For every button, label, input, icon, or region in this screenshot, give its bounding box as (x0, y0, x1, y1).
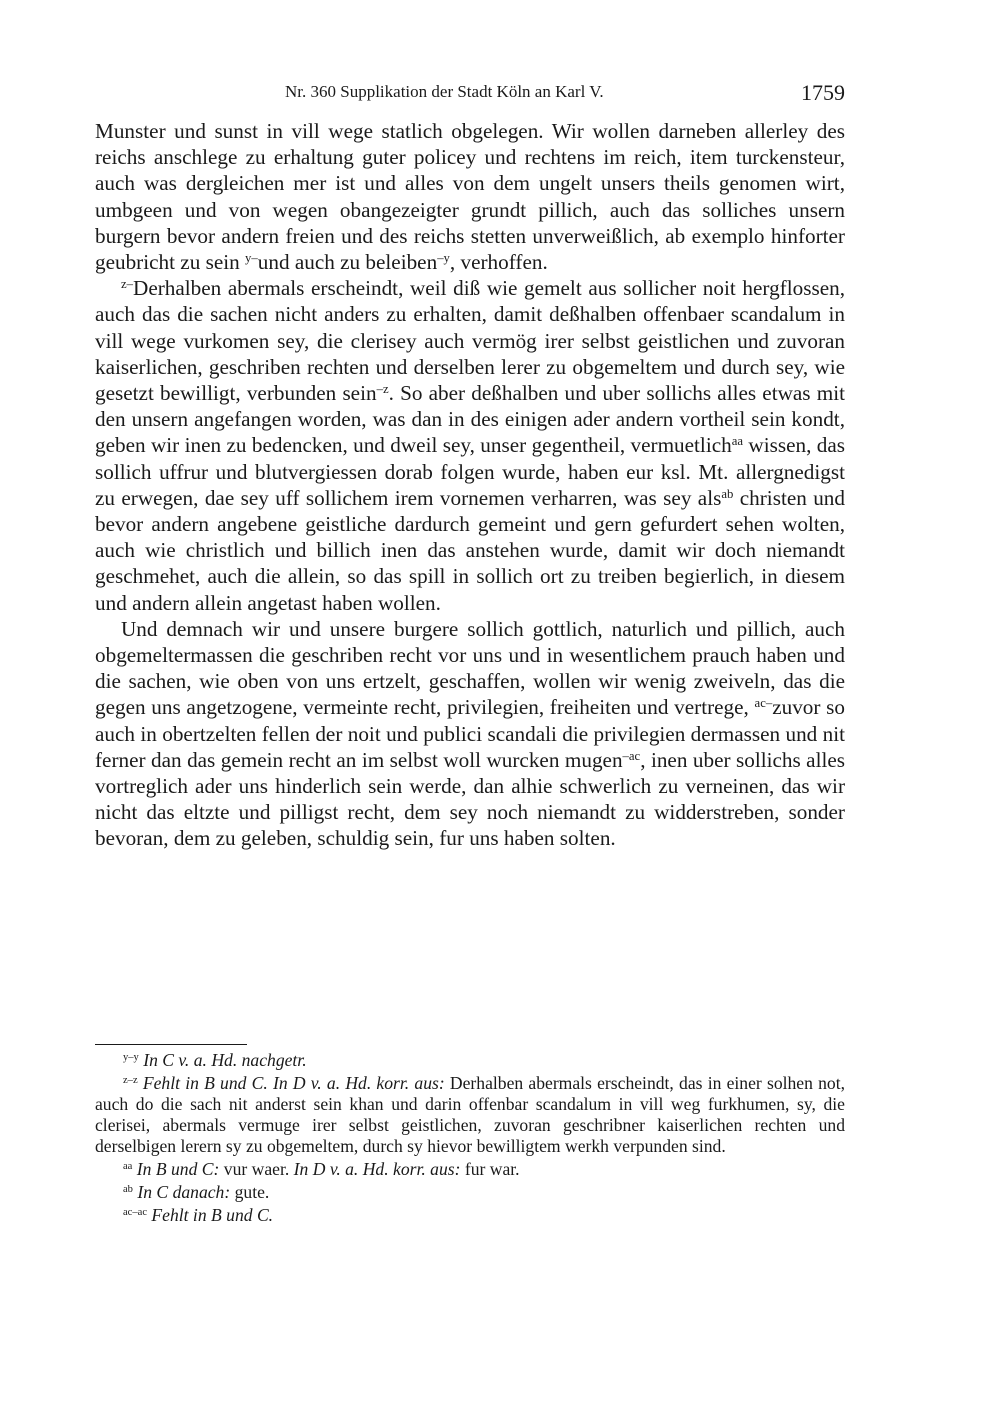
text-span: Derhalben abermals erscheindt, weil diß wie gemelt aus sollicher noit hergflossen, auch das die sachen nicht anders zu erhalten, damit deßhalben offenbaer scandalum in vill wege vurkomen sey, die clerisey auch vermög irer selbst geistlichen und zuvoran kaiserlichen, geschriben rechten und derselben lerer zu obgemeltem und durch sey, wie gesetzt bewilligt, verbunden sein (95, 276, 845, 406)
editorial-note: Fehlt in B und C. (151, 1205, 274, 1225)
footnote-label: z–z (123, 1075, 138, 1087)
variant-text: vur waer. (223, 1159, 290, 1179)
text-span: , inen uber sollichs alles vortreglich ader uns hinderlich sein werde, dan alhie schwerlich zu verneinen, das wir nicht das eltzte und pilligst recht, dem sey noch niemandt zu widderstreben, sonder bevoran, dem zu geleben, schuldig sein, fur uns haben solten. (95, 747, 846, 851)
editorial-note: In B und C: (136, 1159, 220, 1179)
footnotes (95, 1050, 845, 1228)
footnote-z (95, 1073, 845, 1157)
footnote-aa (95, 1159, 845, 1180)
footnote-label: ac–ac (123, 1207, 147, 1219)
text-span: . So aber deßhalben und uber sollichs alles etwas mit den unsern angefangen worden, was dan in des einigen ader andern vortheil sein kondt, geben wir inen zu bedencken, und dweil sey, unser gegentheil, vermuetlich (95, 381, 845, 458)
footnote-divider (95, 1044, 247, 1045)
text-span: und auch zu beleiben (257, 250, 438, 275)
footnote-label: y–y (123, 1052, 139, 1064)
text-span: Munster und sunst in vill wege statlich obgelegen. Wir wollen darneben allerley des reichs anschlege zu erhaltung guter policey und rechtens im reich, item turckensteur, auch was dergleichen mer ist und alles von dem ungelt unsers theils genomen wirt, umbgeen und von wegen obangezeigter grundt pillich, auch das solliches unsern burgern bevor andern freien und des reichs stetten unverweißlich, ab exemplo hinforter geubricht zu sein (95, 119, 845, 275)
footnote-marker: –y (437, 251, 450, 266)
page-number: 1759 (801, 80, 845, 105)
running-header (95, 80, 845, 110)
footnote-marker: z– (121, 277, 134, 292)
text-span: zuvor so auch in obertzelten fellen der noit und publici scandali die privilegien dermassen und nit ferner dan das gemein recht an im selbst woll wurcken mugen (95, 695, 845, 772)
footnote-y (95, 1050, 845, 1071)
paragraph-3 (95, 616, 845, 852)
variant-text: Derhalben abermals erscheindt, das in einer solhen not, auch do die sach nit anderst sein khan und darin offenbar scandalum in vill weg furkhumen, sy, die clerisei, abermals vermuge irer selbst geistlichen, zuvoran geschribner kaiserlichen rechten und derselbigen lerern sy zu obgemeltem, durch sy hievor bewilligtem werkh verpunden sind. (95, 1073, 845, 1156)
footnote-marker: –z (376, 382, 389, 397)
text-span: wissen, das sollich uffrur und blutvergiessen dorab folgen wurde, haben eur ksl. Mt. allergnedigst zu erwegen, dae sey uff sollichem irem vornemen verharren, was sey als (95, 433, 845, 510)
editorial-note: In D v. a. Hd. korr. aus: (293, 1159, 461, 1179)
text-span: christen und bevor andern angebene geistliche dardurch gemeint und gern gefurdert sehen wolten, auch wie christlich und billich inen das anstehen wurde, damit wir doch niemandt geschmehet, auch die allein, so das spill in sollich ort zu treiben begierlich, in diesem und andern allein angetast haben wollen. (95, 485, 845, 615)
editorial-note: In C v. a. Hd. nachgetr. (143, 1050, 307, 1070)
document-page (95, 0, 845, 1418)
paragraph-2 (95, 275, 845, 616)
paragraph-1 (95, 118, 845, 275)
footnote-ac (95, 1205, 845, 1226)
running-title: Nr. 360 Supplikation der Stadt Köln an Karl V. (285, 82, 604, 101)
footnote-label: ab (123, 1184, 133, 1196)
variant-text: gute. (234, 1182, 270, 1202)
text-span: Und demnach wir und unsere burgere sollich gottlich, naturlich und pillich, auch obgemeltermassen die geschriben recht vor uns und in wesentlichem prauch haben und die sachen, wie oben von uns ertzelt, geschaffen, wollen wir wenig zweiveln, das die gegen uns angetzogene, vermeinte recht, privilegien, freiheiten und vertrege, (95, 616, 845, 720)
variant-text: fur war. (464, 1159, 520, 1179)
main-text (95, 118, 845, 852)
footnote-marker: ab (721, 486, 734, 501)
editorial-note: In C danach: (137, 1182, 231, 1202)
footnote-label: aa (123, 1161, 133, 1173)
text-span: , verhoffen. (449, 250, 548, 275)
footnote-marker: ac– (754, 696, 773, 711)
footnote-ab (95, 1182, 845, 1203)
footnote-marker: –ac (622, 748, 641, 763)
footnote-marker: y– (245, 251, 258, 266)
editorial-note: Fehlt in B und C. In D v. a. Hd. korr. aus: (142, 1073, 445, 1093)
footnote-marker: aa (731, 434, 743, 449)
